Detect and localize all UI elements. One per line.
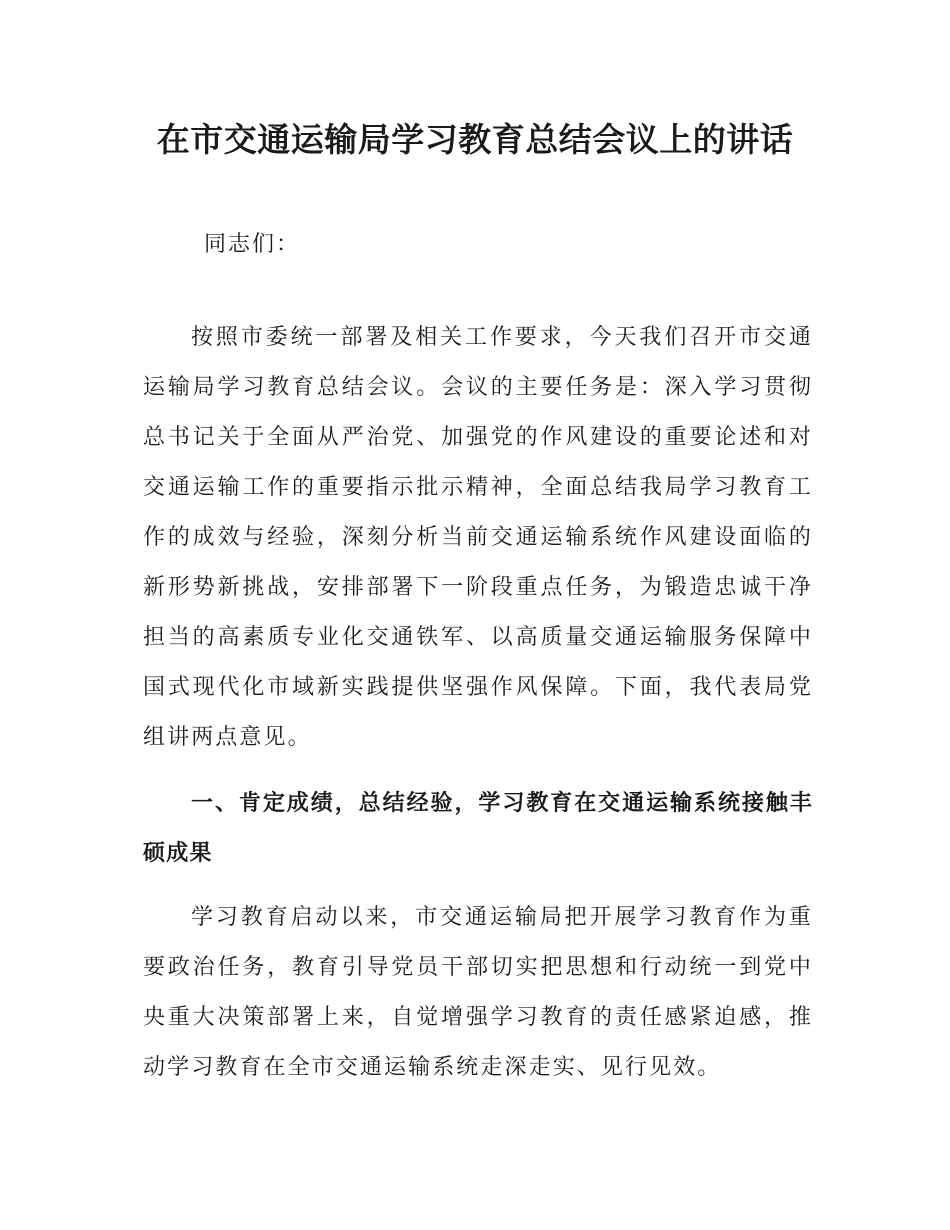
salutation: 同志们： (204, 232, 301, 257)
section-1-paragraph: 学习教育启动以来，市交通运输局把开展学习教育作为重要政治任务，教育引导党员干部切实把思想和行动统一到党中央重大决策部署上来，自觉增强学习教育的责任感紧迫感，推动学习教育在全市交通运输系统走深走实、见行见效。 (143, 905, 813, 1080)
section-heading-1: 一、肯定成绩，总结经验，学习教育在交通运输系统接触丰硕成果 (143, 791, 813, 866)
document-title: 在市交通运输局学习教育总结会议上的讲话 (156, 120, 794, 159)
opening-paragraph: 按照市委统一部署及相关工作要求，今天我们召开市交通运输局学习教育总结会议。会议的主要任务是：深入学习贯彻总书记关于全面从严治党、加强党的作风建设的重要论述和对交通运输工作的重要指示批示精神，全面总结我局学习教育工作的成效与经验，深刻分析当前交通运输系统作风建设面临的新形势新挑战，安排部署下一阶段重点任务，为锻造忠诚干净担当的高素质专业化交通铁军、以高质量交通运输服务保障中国式现代化市域新实践提供坚强作风保障。下面，我代表局党组讲两点意见。 (143, 325, 813, 750)
